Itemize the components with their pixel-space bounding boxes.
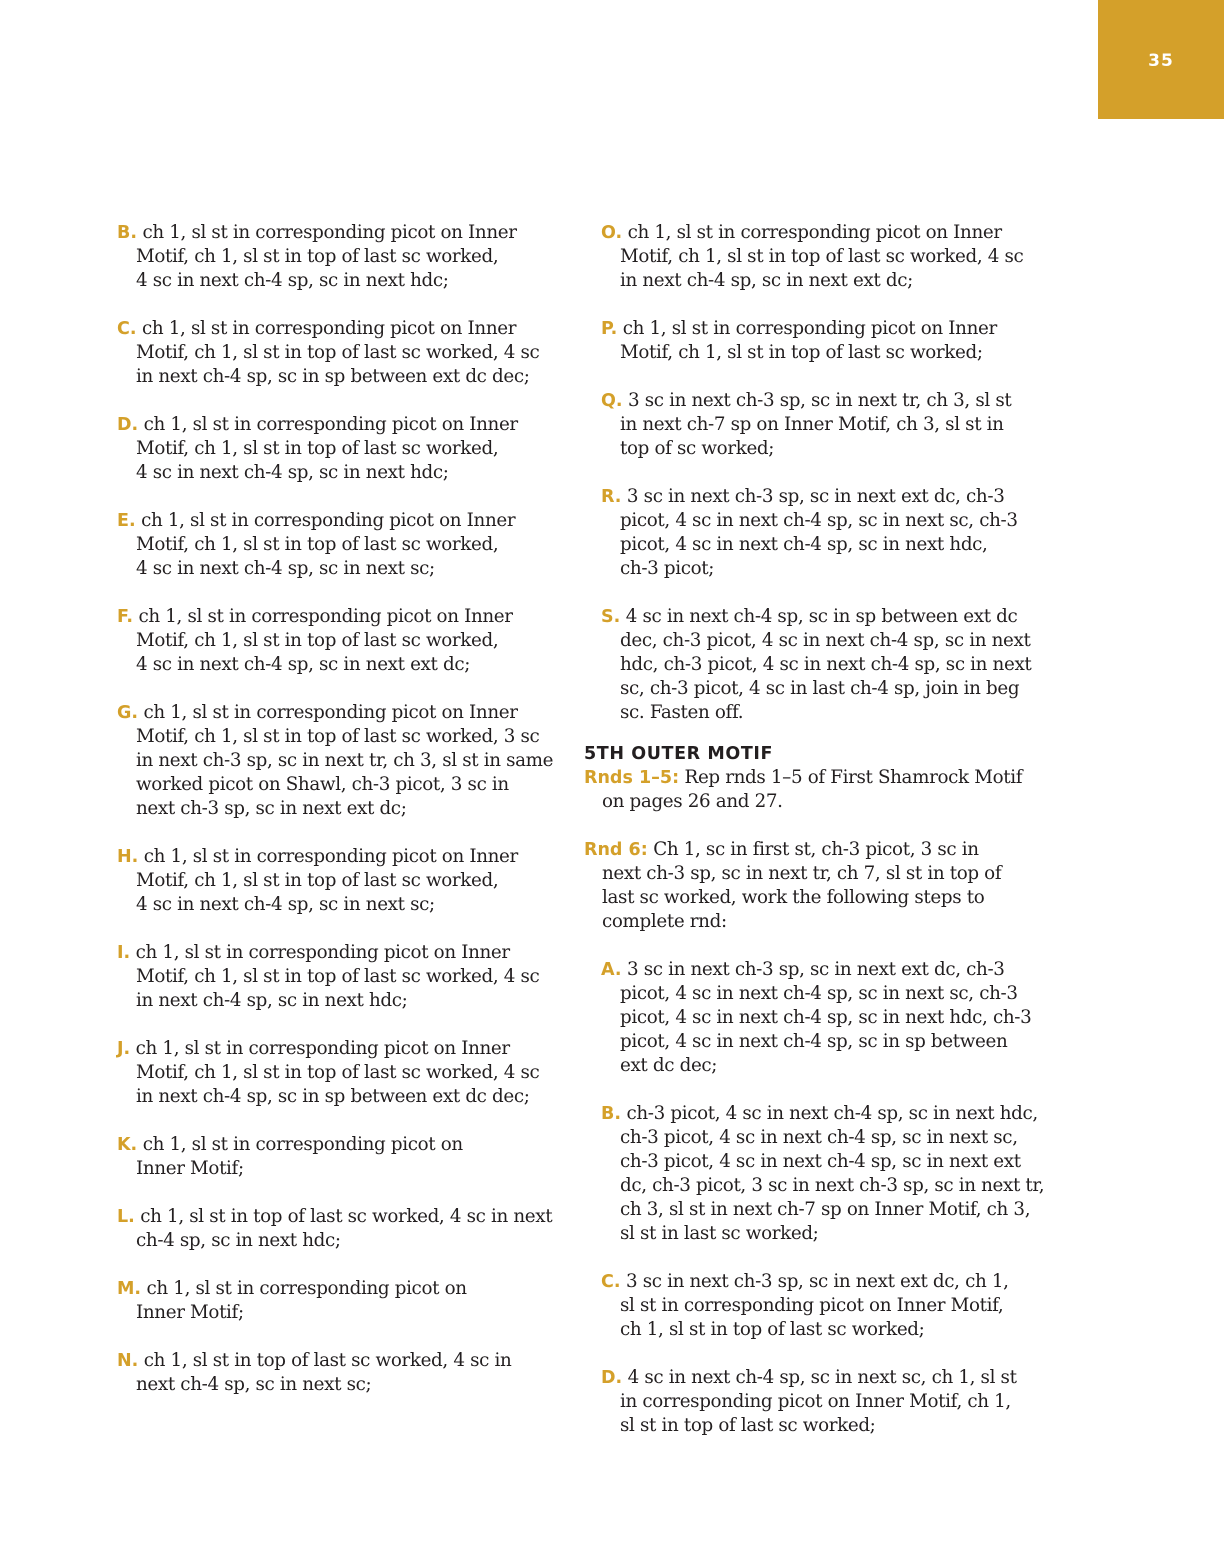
- step-text: ch 1, sl st in corresponding picot on Inner Motif, ch 1, sl st in top of last sc worked;: [620, 318, 997, 363]
- step-label: Q.: [601, 391, 623, 411]
- step-label: E.: [117, 511, 136, 531]
- step-text: 3 sc in next ch-3 sp, sc in next tr, ch 3, sl st in next ch-7 sp on Inner Motif, ch 3, sl st in top of sc worked;: [620, 390, 1012, 459]
- step-m: [117, 1277, 572, 1325]
- step-d-left: [117, 413, 572, 485]
- left-column: [117, 221, 572, 1421]
- step-label: C.: [117, 319, 137, 339]
- step-text: ch 1, sl st in corresponding picot on Inner Motif, ch 1, sl st in top of last sc worked, 4 sc in next ch-4 sp, sc in next hdc;: [135, 942, 540, 1011]
- step-text: ch 1, sl st in corresponding picot on Inner Motif, ch 1, sl st in top of last sc worked, 4 sc in next ch-4 sp, sc in next hdc;: [136, 222, 517, 291]
- step-i: [117, 941, 572, 1013]
- rnd-label: Rnds 1–5:: [584, 768, 680, 788]
- step-k: [117, 1133, 572, 1181]
- step-p: [601, 317, 1054, 365]
- step-text: ch 1, sl st in corresponding picot on Inner Motif, ch 1, sl st in top of last sc worked, 4 sc in next ch-4 sp, sc in sp between ext dc dec;: [135, 1038, 540, 1107]
- step-b-left: [117, 221, 572, 293]
- rnd-6-steps: [601, 958, 1054, 1438]
- step-c-left: [117, 317, 572, 389]
- step-label: C.: [601, 1272, 621, 1292]
- step-label: L.: [117, 1207, 135, 1227]
- step-e: [117, 509, 572, 581]
- step-label: K.: [117, 1135, 138, 1155]
- step-text: ch-3 picot, 4 sc in next ch-4 sp, sc in next hdc, ch-3 picot, 4 sc in next ch-4 sp, sc in next sc, ch-3 picot, 4 sc in next ch-4 sp, sc in next ext dc, ch-3 picot, 3 sc in next ch-3 sp, sc in next tr, ch 3, sl st in next ch-7 sp on Inner Motif, ch 3, sl st in last sc worked;: [620, 1103, 1045, 1244]
- step-label: J.: [117, 1039, 131, 1059]
- step-q: [601, 389, 1054, 461]
- step-text: 3 sc in next ch-3 sp, sc in next ext dc, ch-3 picot, 4 sc in next ch-4 sp, sc in next sc, ch-3 picot, 4 sc in next ch-4 sp, sc in next hdc, ch-3 picot, 4 sc in next ch-4 sp, sc in sp between ext dc dec;: [620, 959, 1032, 1076]
- step-a-5th: [601, 958, 1054, 1078]
- fifth-outer-motif-section: [584, 742, 1054, 1438]
- step-label: D.: [601, 1368, 623, 1388]
- step-text: 4 sc in next ch-4 sp, sc in next sc, ch 1, sl st in corresponding picot on Inner Motif, ch 1, sl st in top of last sc worked;: [620, 1367, 1017, 1436]
- step-l: [117, 1205, 572, 1253]
- step-label: F.: [117, 607, 134, 627]
- step-text: 3 sc in next ch-3 sp, sc in next ext dc, ch-3 picot, 4 sc in next ch-4 sp, sc in next sc, ch-3 picot, 4 sc in next ch-4 sp, sc in next hdc, ch-3 picot;: [620, 486, 1018, 579]
- step-label: O.: [601, 223, 623, 243]
- step-h: [117, 845, 572, 917]
- step-label: I.: [117, 943, 131, 963]
- step-text: ch 1, sl st in corresponding picot on Inner Motif, ch 1, sl st in top of last sc worked, 4 sc in next ch-4 sp, sc in next ext dc;: [620, 222, 1024, 291]
- step-c-5th: [601, 1270, 1054, 1342]
- step-text: 4 sc in next ch-4 sp, sc in sp between ext dc dec, ch-3 picot, 4 sc in next ch-4 sp, sc in next hdc, ch-3 picot, 4 sc in next ch-4 sp, sc in next sc, ch-3 picot, 4 sc in last ch-4 sp, join in beg sc. Fasten off.: [620, 606, 1032, 723]
- step-text: ch 1, sl st in corresponding picot on Inner Motif, ch 1, sl st in top of last sc worked, 3 sc in next ch-3 sp, sc in next tr, ch 3, sl st in same worked picot on Shawl, ch-3 picot, 3 sc in next ch-3 sp, sc in next ext dc;: [136, 702, 554, 819]
- step-text: ch 1, sl st in corresponding picot on Inner Motif, ch 1, sl st in top of last sc worked, 4 sc in next ch-4 sp, sc in next sc;: [136, 510, 516, 579]
- step-text: ch 1, sl st in top of last sc worked, 4 sc in next ch-4 sp, sc in next hdc;: [136, 1206, 553, 1251]
- step-text: ch 1, sl st in corresponding picot on Inner Motif;: [136, 1134, 463, 1179]
- step-text: ch 1, sl st in corresponding picot on Inner Motif, ch 1, sl st in top of last sc worked, 4 sc in next ch-4 sp, sc in next hdc;: [136, 414, 518, 483]
- step-g: [117, 701, 572, 821]
- step-label: P.: [601, 319, 618, 339]
- section-heading: 5TH OUTER MOTIF: [584, 744, 774, 764]
- step-n: [117, 1349, 572, 1397]
- continued-steps: [601, 221, 1054, 725]
- rnd-label: Rnd 6:: [584, 840, 648, 860]
- right-column: [584, 221, 1054, 1462]
- step-label: A.: [601, 960, 622, 980]
- step-text: ch 1, sl st in corresponding picot on Inner Motif, ch 1, sl st in top of last sc worked, 4 sc in next ch-4 sp, sc in next sc;: [136, 846, 518, 915]
- step-label: B.: [117, 223, 137, 243]
- step-r: [601, 485, 1054, 581]
- step-text: 3 sc in next ch-3 sp, sc in next ext dc, ch 1, sl st in corresponding picot on Inner Motif, ch 1, sl st in top of last sc worked;: [620, 1271, 1009, 1340]
- step-text: ch 1, sl st in corresponding picot on Inner Motif, ch 1, sl st in top of last sc worked, 4 sc in next ch-4 sp, sc in next ext dc;: [136, 606, 513, 675]
- rnds-1-5: [584, 766, 1054, 814]
- page-number: 35: [1148, 51, 1174, 71]
- step-text: ch 1, sl st in corresponding picot on Inner Motif, ch 1, sl st in top of last sc worked, 4 sc in next ch-4 sp, sc in sp between ext dc dec;: [136, 318, 540, 387]
- rnd-text: Rep rnds 1–5 of First Shamrock Motif on pages 26 and 27.: [602, 767, 1023, 812]
- step-label: H.: [117, 847, 139, 867]
- step-label: B.: [601, 1104, 621, 1124]
- rnd-text: Ch 1, sc in first st, ch-3 picot, 3 sc in next ch-3 sp, sc in next tr, ch 7, sl st in top of last sc worked, work the following steps to complete rnd:: [602, 839, 1002, 932]
- step-label: G.: [117, 703, 139, 723]
- page-number-tab: [1098, 0, 1224, 119]
- step-s: [601, 605, 1054, 725]
- step-text: ch 1, sl st in corresponding picot on Inner Motif;: [136, 1278, 467, 1323]
- step-text: ch 1, sl st in top of last sc worked, 4 sc in next ch-4 sp, sc in next sc;: [136, 1350, 512, 1395]
- step-d-5th: [601, 1366, 1054, 1438]
- step-label: R.: [601, 487, 622, 507]
- step-b-5th: [601, 1102, 1054, 1246]
- rnd-6: [584, 838, 1054, 934]
- step-label: S.: [601, 607, 621, 627]
- step-o: [601, 221, 1054, 293]
- step-f: [117, 605, 572, 677]
- step-j: [117, 1037, 572, 1109]
- step-label: N.: [117, 1351, 139, 1371]
- step-label: D.: [117, 415, 139, 435]
- step-label: M.: [117, 1279, 142, 1299]
